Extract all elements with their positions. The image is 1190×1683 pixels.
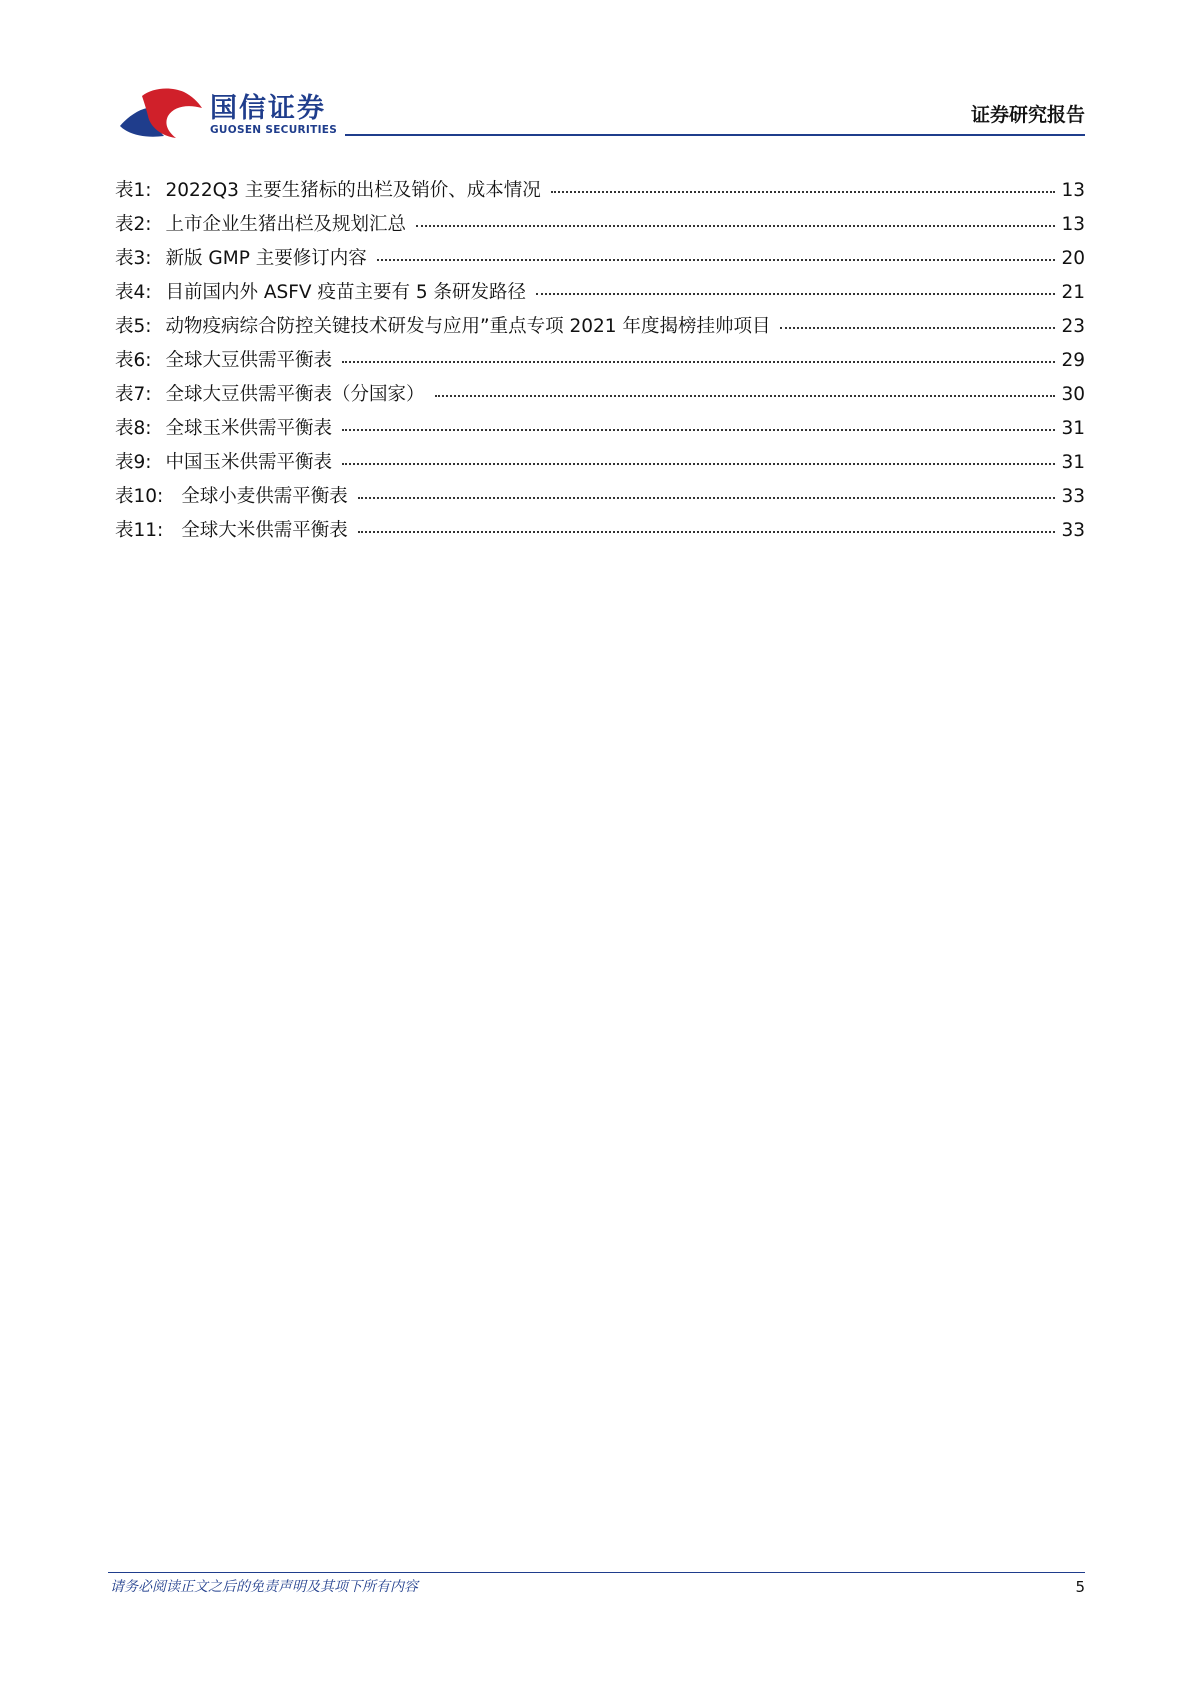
report-type-label: 证券研究报告 xyxy=(970,104,1085,126)
toc-entry-label: 表2: xyxy=(115,214,152,235)
guosen-logo xyxy=(118,82,348,144)
toc-entry[interactable] xyxy=(115,278,1085,312)
toc-entry-title: 新版 GMP 主要修订内容 xyxy=(165,248,367,269)
toc-entry-label: 表7: xyxy=(115,384,152,405)
page-number: 5 xyxy=(1075,1578,1085,1596)
table-of-contents xyxy=(115,176,1085,550)
toc-entry-label: 表8: xyxy=(115,418,152,439)
toc-dot-leader xyxy=(342,428,1055,431)
toc-entry-label: 表4: xyxy=(115,282,152,303)
toc-entry-label: 表9: xyxy=(115,452,152,473)
page-header xyxy=(0,0,1190,150)
toc-entry-title: 动物疫病综合防控关键技术研发与应用”重点专项 2021 年度揭榜挂帅项目 xyxy=(165,316,771,337)
toc-dot-leader xyxy=(342,360,1055,363)
toc-entry-label: 表10: xyxy=(115,486,164,507)
toc-entry-label: 表5: xyxy=(115,316,152,337)
toc-dot-leader xyxy=(358,496,1056,499)
toc-entry-title: 上市企业生猪出栏及规划汇总 xyxy=(165,214,407,235)
toc-entry-page: 29 xyxy=(1061,350,1085,371)
toc-entry-title: 全球大豆供需平衡表 xyxy=(165,350,333,371)
guosen-logo-mark-icon xyxy=(118,86,204,142)
toc-entry-page: 13 xyxy=(1061,214,1085,235)
toc-entry-page: 30 xyxy=(1061,384,1085,405)
toc-entry-title: 全球小麦供需平衡表 xyxy=(181,486,348,507)
toc-entry-title: 2022Q3 主要生猪标的出栏及销价、成本情况 xyxy=(165,180,541,201)
toc-dot-leader xyxy=(551,190,1056,193)
toc-entry-page: 33 xyxy=(1061,520,1085,541)
disclaimer-note: 请务必阅读正文之后的免责声明及其项下所有内容 xyxy=(110,1579,418,1595)
toc-dot-leader xyxy=(536,292,1055,295)
toc-dot-leader xyxy=(416,224,1055,227)
toc-entry[interactable] xyxy=(115,312,1085,346)
toc-entry[interactable] xyxy=(115,244,1085,278)
toc-entry-title: 目前国内外 ASFV 疫苗主要有 5 条研发路径 xyxy=(165,282,527,303)
toc-dot-leader xyxy=(780,326,1055,329)
toc-entry-title: 全球大米供需平衡表 xyxy=(181,520,348,541)
toc-entry-page: 23 xyxy=(1061,316,1085,337)
toc-entry-title: 全球玉米供需平衡表 xyxy=(165,418,333,439)
logo-chinese-text: 国信证券 xyxy=(210,93,326,124)
toc-entry[interactable] xyxy=(115,414,1085,448)
toc-entry-page: 20 xyxy=(1061,248,1085,269)
logo-english-text: GUOSEN SECURITIES xyxy=(210,124,338,136)
toc-entry-page: 13 xyxy=(1061,180,1085,201)
toc-dot-leader xyxy=(342,462,1055,465)
header-divider xyxy=(345,134,1085,136)
footer-divider xyxy=(108,1572,1085,1573)
toc-entry[interactable] xyxy=(115,516,1085,550)
toc-entry-label: 表11: xyxy=(115,520,164,541)
toc-entry[interactable] xyxy=(115,210,1085,244)
toc-entry-title: 中国玉米供需平衡表 xyxy=(165,452,333,473)
toc-entry-page: 21 xyxy=(1061,282,1085,303)
toc-dot-leader xyxy=(377,258,1056,261)
toc-entry-title: 全球大豆供需平衡表（分国家） xyxy=(165,384,425,405)
toc-entry-page: 31 xyxy=(1061,452,1085,473)
toc-dot-leader xyxy=(435,394,1056,397)
toc-entry-page: 33 xyxy=(1061,486,1085,507)
toc-entry[interactable] xyxy=(115,346,1085,380)
toc-entry[interactable] xyxy=(115,482,1085,516)
toc-entry-label: 表6: xyxy=(115,350,152,371)
toc-entry[interactable] xyxy=(115,380,1085,414)
toc-dot-leader xyxy=(358,530,1056,533)
toc-entry-label: 表1: xyxy=(115,180,152,201)
toc-entry[interactable] xyxy=(115,176,1085,210)
toc-entry[interactable] xyxy=(115,448,1085,482)
toc-entry-page: 31 xyxy=(1061,418,1085,439)
toc-entry-label: 表3: xyxy=(115,248,152,269)
